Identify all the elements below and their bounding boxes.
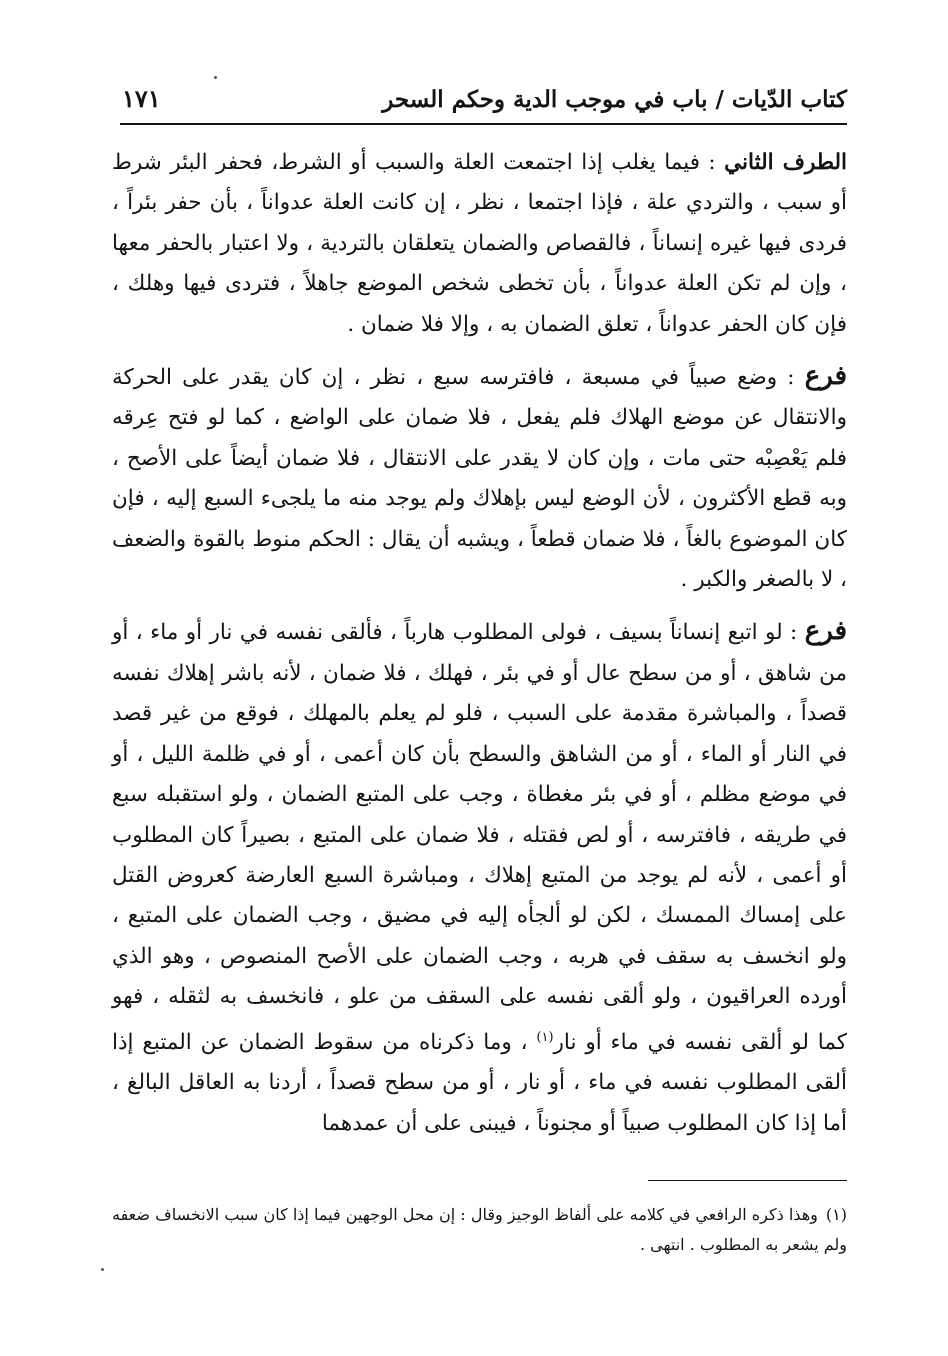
paragraph-heading: فرع <box>804 361 847 392</box>
scan-speck <box>101 1268 104 1271</box>
footnote-number: (١) <box>825 1205 847 1224</box>
paragraph-text: : لو اتبع إنساناً بسيف ، فولى المطلوب هارباً ، فألقى نفسه في نار أو ماء ، أو من شاهق ، أو من سطح عال أو في بئر ، فهلك ، فلا ضمان ، لأنه باشر إهلاك نفسه قصداً ، والمباشرة مقدمة على السبب ، فلو لم يعلم بالمهلك ، فوقع من غير قصد في النار أو الماء ، أو من الشاهق والسطح بأن كان أعمى ، أو في ظلمة الليل ، أو في موضع مظلم ، أو في بئر مغطاة ، وجب على المتبع الضمان ، ولو استقبله سبع في طريقه ، فافترسه ، أو لص فقتله ، فلا ضمان على المتبع ، بصيراً كان المطلوب أو أعمى ، لأنه لم يوجد من المتبع إهلاك ، ومباشرة السبع العارضة كعروض القتل على إمساك الممسك ، لكن لو ألجأه إليه في مضيق ، وجب الضمان على المتبع ، ولو انخسف به سقف في هربه ، وجب الضمان على الأصح المنصوص ، وهو الذي أورده العراقيون ، ولو ألقى نفسه على السقف من علو ، فانخسف به لثقله ، فهو كما لو ألقى نفسه في ماء أو نار <box>112 620 847 1055</box>
footnote-reference[interactable]: (١) <box>536 1029 554 1045</box>
paragraph-heading: فرع <box>804 616 847 647</box>
paragraph-far-1 <box>112 356 847 600</box>
running-title: كتاب الدّيات / باب في موجب الدية وحكم السحر <box>382 86 847 113</box>
paragraph-text: : وضع صبياً في مسبعة ، فافترسه سبع ، نظر ، إن كان يقدر على الحركة والانتقال عن موضع الهلاك فلم يفعل ، فلا ضمان على الواضع ، كما لو فتح عِرقه فلم يَعْصِبْه حتى مات ، وإن كان لا يقدر على الانتقال ، فلا ضمان أيضاً على الأصح ، وبه قطع الأكثرون ، لأن الوضع ليس بإهلاك ولم يوجد منه ما يلجىء السبع إليه ، فإن كان الموضوع بالغاً ، فلا ضمان قطعاً ، ويشبه أن يقال : الحكم منوط بالقوة والضعف ، لا بالصغر والكبر . <box>112 365 847 593</box>
running-header <box>120 82 847 122</box>
footnote-separator <box>648 1180 847 1181</box>
paragraph-far-2 <box>112 611 847 1143</box>
paragraph-text-continued: ، وما ذكرناه من سقوط الضمان عن المتبع إذا ألقى المطلوب نفسه في ماء ، أو نار ، أو من سطح قصداً ، أردنا به العاقل البالغ ، أما إذا كان المطلوب صبياً أو مجنوناً ، فيبنى على أن عمدهما <box>112 1029 847 1136</box>
page-number: ١٧١ <box>122 84 161 113</box>
paragraph-text: : فيما يغلب إذا اجتمعت العلة والسبب أو الشرط، فحفر البئر شرط أو سبب ، والتردي علة ، فإذا اجتمعا ، نظر ، إن كانت العلة عدواناً ، بأن حفر بئراً ، فردى فيها غيره إنساناً ، فالقصاص والضمان يتعلقان بالتردية ، ولا اعتبار بالحفر معها ، وإن لم تكن العلة عدواناً ، بأن تخطى شخص الموضع جاهلاً ، فتردى فيها وهلك ، فإن كان الحفر عدواناً ، تعلق الضمان به ، وإلا فلا ضمان . <box>112 150 847 337</box>
paragraph-heading: الطرف الثاني <box>724 150 848 175</box>
scan-speck <box>214 76 217 79</box>
footnote-text: وهذا ذكره الرافعي في كلامه على ألفاظ الوجيز وقال : إن محل الوجهين فيما إذا كان سبب الانخساف ضعفه ولم يشعر به المطلوب . انتهى . <box>112 1205 847 1254</box>
header-rule <box>120 123 847 125</box>
main-text <box>112 143 847 1144</box>
paragraph-taraf-thani <box>112 143 847 345</box>
footnote <box>112 1200 847 1260</box>
